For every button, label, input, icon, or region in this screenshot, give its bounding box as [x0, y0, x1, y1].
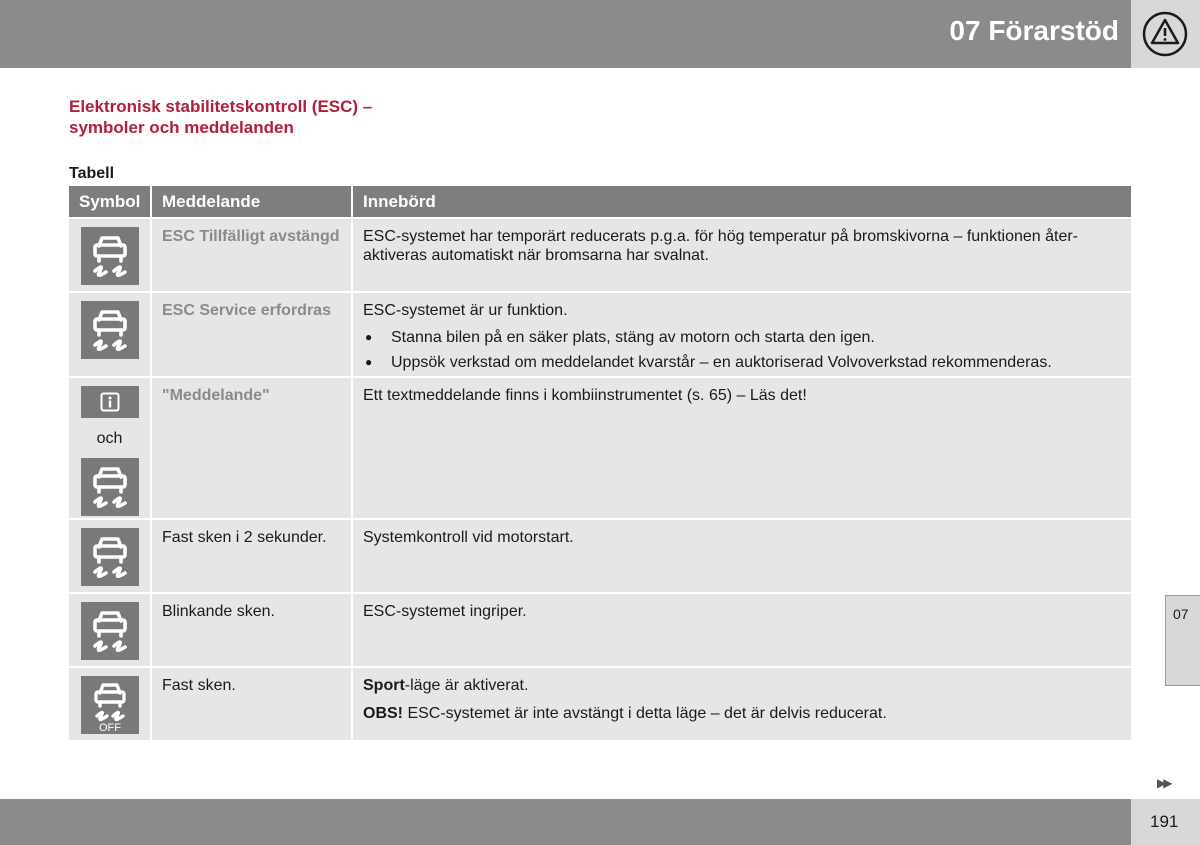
column-header-symbol: Symbol [69, 186, 152, 217]
table-label: Tabell [69, 165, 115, 182]
esc-off-icon [81, 676, 139, 734]
column-header-message: Meddelande [152, 186, 353, 217]
table-row [69, 518, 1131, 592]
chapter-side-tab[interactable] [1165, 595, 1200, 686]
meaning-cell [353, 293, 1131, 376]
message-cell: "Meddelande" [152, 378, 353, 518]
table-row [69, 376, 1131, 518]
table-header [69, 186, 1131, 217]
page-number: 191 [1150, 812, 1179, 831]
symbol-cell [69, 219, 152, 291]
meaning-cell [353, 668, 1131, 740]
esc-off-icon-label: OFF [98, 722, 121, 734]
chapter-title: 07 Förarstöd [949, 15, 1119, 46]
table-row [69, 217, 1131, 291]
table-row [69, 666, 1131, 740]
esc-skid-icon [81, 602, 139, 660]
symbol-cell [69, 293, 152, 376]
esc-skid-icon [81, 528, 139, 586]
symbol-cell [69, 520, 152, 592]
chapter-icon-box [1131, 0, 1200, 68]
esc-skid-icon [81, 458, 139, 516]
esc-symbol-table [69, 186, 1131, 740]
message-cell: Blinkande sken. [152, 594, 353, 666]
list-item: ● Uppsök verkstad om meddelandet kvarstår – en auktoriserad Volvoverkstad rekommenderas. [363, 353, 1121, 372]
meaning-text-rest: -läge är aktiverat. [404, 677, 529, 694]
list-item: ● Stanna bilen på en säker plats, stäng av motorn och starta den igen. [363, 328, 1121, 347]
page-footer [0, 799, 1131, 845]
meaning-cell: ESC-systemet ingriper. [363, 603, 527, 620]
meaning-cell: ESC-systemet har temporärt reducerats p.g.a. för hög temperatur på bromskivorna – funktionen åter-aktiveras automatiskt när bromsarna har svalnat. [363, 228, 1078, 264]
warning-triangle-icon [1141, 10, 1189, 58]
meaning-cell: Systemkontroll vid motorstart. [363, 529, 574, 546]
symbol-cell [69, 594, 152, 666]
esc-skid-icon [81, 301, 139, 359]
message-cell: Fast sken. [152, 668, 353, 740]
section-title-line-2: symboler och meddelanden [69, 118, 294, 137]
note-text [363, 704, 1121, 723]
symbol-joiner: och [96, 430, 123, 447]
table-row [69, 592, 1131, 666]
note-text-rest: ESC-systemet är inte avstängt i detta läge – det är delvis reducerat. [403, 705, 887, 722]
section-title [69, 96, 372, 138]
table-row [69, 291, 1131, 376]
message-cell: ESC Tillfälligt avstängd [152, 219, 353, 291]
message-cell: Fast sken i 2 sekunder. [152, 520, 353, 592]
section-title-line-1: Elektronisk stabilitetskontroll (ESC) – [69, 97, 373, 116]
bullet-list [363, 328, 1121, 372]
chapter-header [0, 0, 1131, 68]
note-label: OBS! [363, 705, 403, 722]
meaning-text: ESC-systemet är ur funktion. [363, 302, 568, 319]
symbol-cell [69, 378, 152, 518]
info-icon [81, 386, 139, 418]
side-tab-label: 07 [1173, 606, 1189, 622]
sport-mode-label: Sport [363, 677, 405, 694]
esc-skid-icon [81, 227, 139, 285]
column-header-meaning: Innebörd [363, 192, 436, 211]
symbol-cell [69, 668, 152, 740]
meaning-text [363, 676, 1121, 695]
meaning-cell: Ett textmeddelande finns i kombiinstrumentet (s. 65) – Läs det! [363, 387, 807, 404]
forward-arrows-icon: ▶▶ [1157, 776, 1170, 790]
message-cell: ESC Service erfordras [152, 293, 353, 376]
